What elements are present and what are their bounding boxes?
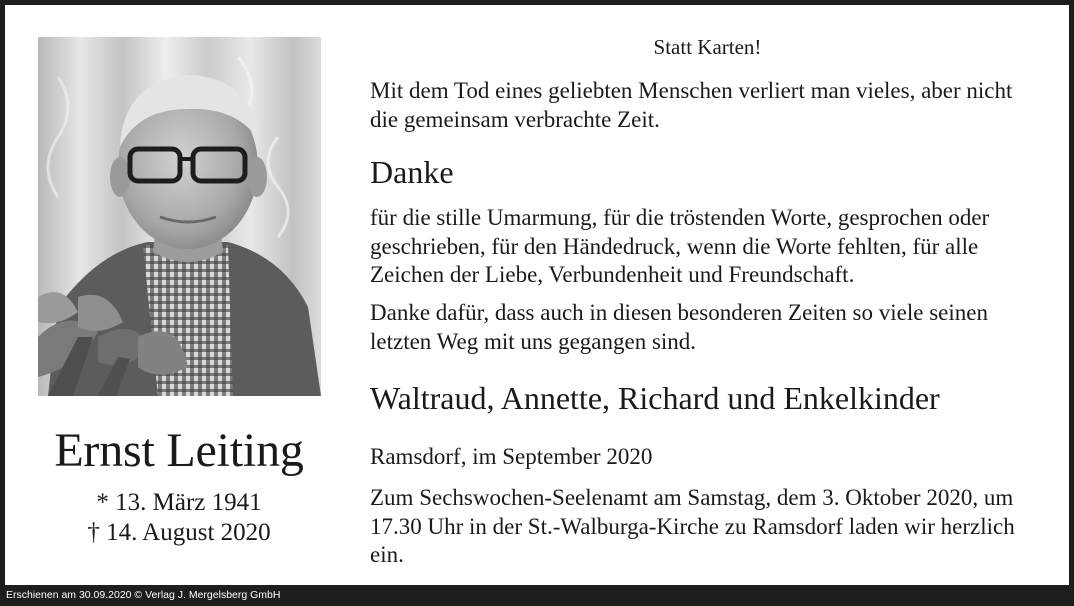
place-date: Ramsdorf, im September 2020 [370, 444, 653, 469]
family-signature: Waltraud, Annette, Richard und Enkelkinder [370, 380, 940, 416]
portrait-photo [38, 37, 321, 396]
thanks-heading: Danke [370, 154, 454, 190]
publication-credit: Erschienen am 30.09.2020 © Verlag J. Mergelsberg GmbH [6, 589, 281, 601]
mass-announcement: Zum Sechswochen-Seelenamt am Samstag, dem 3. Oktober 2020, um 17.30 Uhr in der St.-Walburga-Kirche zu Ramsdorf laden wir herzlich ein. [370, 485, 1015, 567]
footer-bar [0, 585, 1074, 606]
birth-date: * 13. März 1941 [96, 489, 262, 516]
deceased-name: Ernst Leiting [54, 424, 304, 477]
death-date: † 14. August 2020 [87, 519, 271, 546]
thanks-paragraph: für die stille Umarmung, für die tröstenden Worte, gesprochen oder geschrieben, für den Händedruck, wenn die Worte fehlten, für alle Zeichen der Liebe, Verbundenheit und Freundschaft. [370, 205, 990, 287]
notice-headline: Statt Karten! [653, 35, 762, 59]
thanks-paragraph-2: Danke dafür, dass auch in diesen besonderen Zeiten so viele seinen letzten Weg mit uns gegangen sind. [370, 300, 988, 354]
intro-paragraph: Mit dem Tod eines geliebten Menschen verliert man vieles, aber nicht die gemeinsam verbrachte Zeit. [370, 78, 1013, 132]
